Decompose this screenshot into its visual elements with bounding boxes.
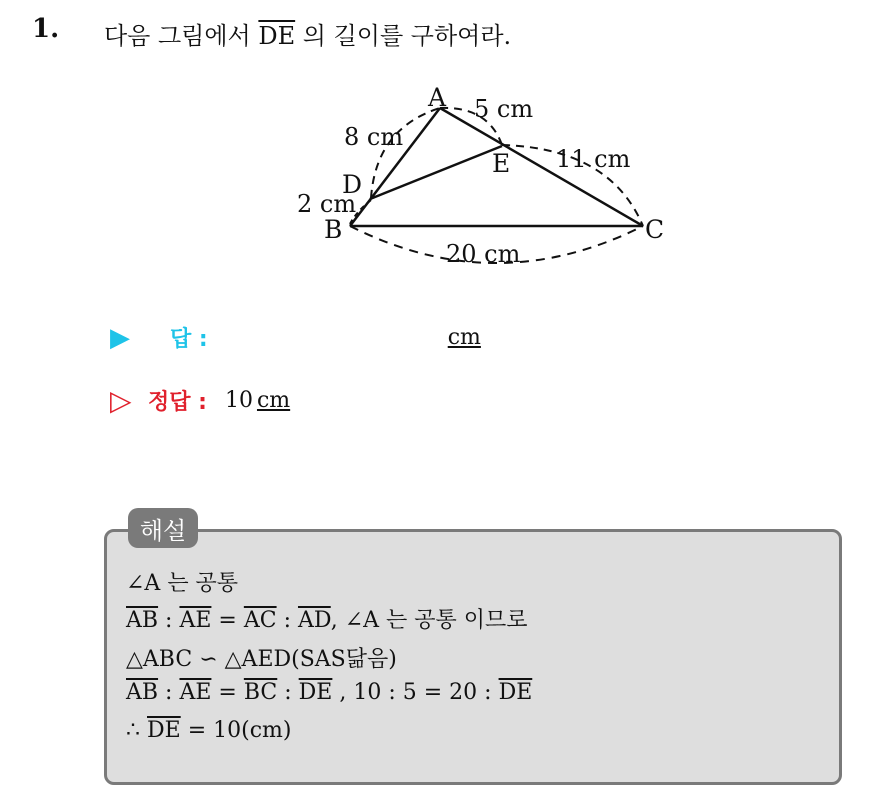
segment-label: $\overline{AC}$	[243, 608, 277, 633]
correct-answer-unit: cm	[256, 388, 291, 413]
question-text-after: 의 길이를 구하여라.	[295, 22, 512, 50]
solution-text: :	[277, 680, 299, 705]
measure-ec: 11 cm	[556, 145, 631, 173]
solution-text: = 10(cm)	[180, 718, 292, 743]
vertex-label-d: D	[342, 170, 363, 199]
vertex-label-c: C	[645, 215, 665, 244]
segment-label: $\overline{DE}$	[298, 680, 333, 705]
segment-label: $\overline{AE}$	[179, 608, 212, 633]
solution-text: , ∠A 는 공통 이므로	[330, 608, 528, 633]
measure-ae: 5 cm	[474, 95, 534, 123]
solution-text: ∠A 는 공통	[126, 571, 239, 596]
correct-answer-label: 정답 :	[148, 390, 207, 415]
solution-text: , 10 : 5 = 20 :	[332, 680, 499, 705]
measure-ad: 8 cm	[344, 123, 404, 151]
segment-label: $\overline{AB}$	[126, 680, 159, 705]
segment-label: $\overline{BC}$	[243, 680, 278, 705]
answer-row	[110, 322, 481, 353]
solution-line	[126, 603, 528, 634]
answer-label: 답 :	[170, 327, 208, 352]
question-text-before: 다음 그림에서	[104, 22, 259, 50]
solution-line	[126, 642, 397, 673]
solution-text: :	[158, 608, 180, 633]
segment-de-label: $\overline{DE}$	[258, 22, 296, 50]
question-number: 1.	[32, 14, 60, 44]
measure-bc: 20 cm	[446, 240, 521, 268]
correct-answer-row	[110, 384, 290, 417]
solution-text: :	[276, 608, 298, 633]
segment-label: $\overline{DE}$	[498, 680, 533, 705]
solution-text: ∴	[126, 718, 147, 743]
vertex-label-a: A	[428, 83, 447, 112]
segment-label: $\overline{DE}$	[147, 718, 181, 743]
vertex-label-e: E	[492, 149, 511, 178]
solution-text: =	[211, 608, 244, 633]
correct-answer-value: 10	[224, 388, 253, 413]
solution-line	[126, 566, 238, 597]
answer-marker-icon: ▶	[110, 322, 130, 353]
correct-marker-icon: ▷	[110, 384, 132, 417]
measure-db: 2 cm	[297, 190, 357, 218]
segment-label: $\overline{AB}$	[126, 608, 159, 633]
vertex-label-b: B	[324, 215, 343, 244]
solution-tag: 해설	[128, 508, 198, 548]
solution-text: =	[211, 680, 244, 705]
segment-label: $\overline{AE}$	[179, 680, 212, 705]
solution-text: :	[158, 680, 180, 705]
segment-label: $\overline{AD}$	[297, 608, 331, 633]
solution-line	[126, 718, 291, 743]
solution-line	[126, 680, 532, 705]
answer-unit: cm	[447, 325, 481, 350]
solution-text: △ABC ∽ △AED(SAS닮음)	[126, 647, 397, 672]
triangle-figure	[0, 0, 884, 300]
